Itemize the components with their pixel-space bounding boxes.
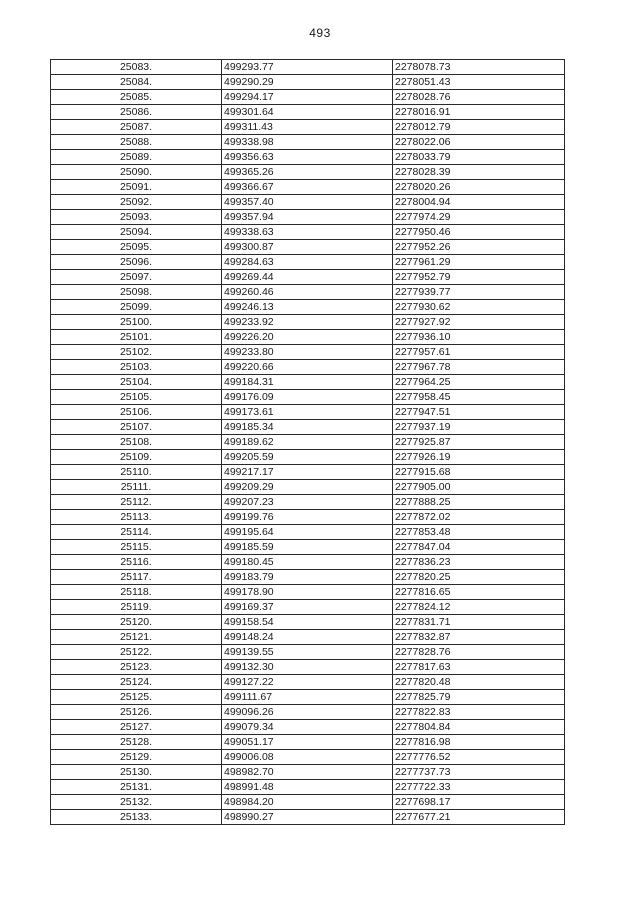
x-coordinate-cell: 499300.87 <box>222 240 393 255</box>
table-row <box>51 660 565 675</box>
y-coordinate-cell: 2277967.78 <box>393 360 565 375</box>
point-number-cell: 25091. <box>51 180 222 195</box>
x-coordinate-cell: 498990.27 <box>222 810 393 825</box>
x-coordinate-cell: 499294.17 <box>222 90 393 105</box>
x-coordinate-cell: 499176.09 <box>222 390 393 405</box>
point-number-cell: 25110. <box>51 465 222 480</box>
point-number-cell: 25102. <box>51 345 222 360</box>
table-row <box>51 525 565 540</box>
x-coordinate-cell: 499139.55 <box>222 645 393 660</box>
point-number-cell: 25088. <box>51 135 222 150</box>
table-row <box>51 120 565 135</box>
x-coordinate-cell: 499180.45 <box>222 555 393 570</box>
table-row <box>51 615 565 630</box>
table-row <box>51 90 565 105</box>
point-number-cell: 25132. <box>51 795 222 810</box>
point-number-cell: 25120. <box>51 615 222 630</box>
x-coordinate-cell: 499260.46 <box>222 285 393 300</box>
y-coordinate-cell: 2278033.79 <box>393 150 565 165</box>
x-coordinate-cell: 499079.34 <box>222 720 393 735</box>
point-number-cell: 25111. <box>51 480 222 495</box>
x-coordinate-cell: 499148.24 <box>222 630 393 645</box>
table-row <box>51 150 565 165</box>
table-row <box>51 420 565 435</box>
y-coordinate-cell: 2278004.94 <box>393 195 565 210</box>
y-coordinate-cell: 2277961.29 <box>393 255 565 270</box>
point-number-cell: 25128. <box>51 735 222 750</box>
table-row <box>51 180 565 195</box>
table-row <box>51 195 565 210</box>
y-coordinate-cell: 2277831.71 <box>393 615 565 630</box>
x-coordinate-cell: 499185.34 <box>222 420 393 435</box>
table-row <box>51 555 565 570</box>
point-number-cell: 25086. <box>51 105 222 120</box>
x-coordinate-cell: 499226.20 <box>222 330 393 345</box>
point-number-cell: 25131. <box>51 780 222 795</box>
point-number-cell: 25090. <box>51 165 222 180</box>
x-coordinate-cell: 499311.43 <box>222 120 393 135</box>
y-coordinate-cell: 2278028.39 <box>393 165 565 180</box>
table-row <box>51 450 565 465</box>
point-number-cell: 25093. <box>51 210 222 225</box>
table-row <box>51 270 565 285</box>
table-row <box>51 720 565 735</box>
x-coordinate-cell: 498984.20 <box>222 795 393 810</box>
table-row <box>51 495 565 510</box>
y-coordinate-cell: 2277677.21 <box>393 810 565 825</box>
table-row <box>51 465 565 480</box>
y-coordinate-cell: 2277776.52 <box>393 750 565 765</box>
y-coordinate-cell: 2277905.00 <box>393 480 565 495</box>
table-row <box>51 540 565 555</box>
table-row <box>51 570 565 585</box>
y-coordinate-cell: 2278078.73 <box>393 60 565 75</box>
point-number-cell: 25125. <box>51 690 222 705</box>
point-number-cell: 25108. <box>51 435 222 450</box>
table-row <box>51 255 565 270</box>
point-number-cell: 25130. <box>51 765 222 780</box>
point-number-cell: 25127. <box>51 720 222 735</box>
y-coordinate-cell: 2277964.25 <box>393 375 565 390</box>
point-number-cell: 25100. <box>51 315 222 330</box>
table-row <box>51 405 565 420</box>
y-coordinate-cell: 2277853.48 <box>393 525 565 540</box>
y-coordinate-cell: 2277925.87 <box>393 435 565 450</box>
table-row <box>51 705 565 720</box>
y-coordinate-cell: 2277952.26 <box>393 240 565 255</box>
table-row <box>51 225 565 240</box>
table-row <box>51 810 565 825</box>
point-number-cell: 25084. <box>51 75 222 90</box>
point-number-cell: 25129. <box>51 750 222 765</box>
point-number-cell: 25122. <box>51 645 222 660</box>
x-coordinate-cell: 499209.29 <box>222 480 393 495</box>
y-coordinate-cell: 2277824.12 <box>393 600 565 615</box>
y-coordinate-cell: 2277822.83 <box>393 705 565 720</box>
y-coordinate-cell: 2277937.19 <box>393 420 565 435</box>
point-number-cell: 25096. <box>51 255 222 270</box>
x-coordinate-cell: 499199.76 <box>222 510 393 525</box>
table-row <box>51 780 565 795</box>
x-coordinate-cell: 499207.23 <box>222 495 393 510</box>
point-number-cell: 25101. <box>51 330 222 345</box>
y-coordinate-cell: 2277820.48 <box>393 675 565 690</box>
table-row <box>51 510 565 525</box>
y-coordinate-cell: 2277825.79 <box>393 690 565 705</box>
y-coordinate-cell: 2277915.68 <box>393 465 565 480</box>
x-coordinate-cell: 498982.70 <box>222 765 393 780</box>
point-number-cell: 25117. <box>51 570 222 585</box>
coordinates-table <box>50 59 565 825</box>
y-coordinate-cell: 2277936.10 <box>393 330 565 345</box>
table-row <box>51 675 565 690</box>
table-row <box>51 750 565 765</box>
x-coordinate-cell: 499183.79 <box>222 570 393 585</box>
table-row <box>51 285 565 300</box>
table-row <box>51 330 565 345</box>
point-number-cell: 25105. <box>51 390 222 405</box>
point-number-cell: 25107. <box>51 420 222 435</box>
table-row <box>51 765 565 780</box>
x-coordinate-cell: 499366.67 <box>222 180 393 195</box>
y-coordinate-cell: 2277816.98 <box>393 735 565 750</box>
table-row <box>51 135 565 150</box>
table-row <box>51 630 565 645</box>
x-coordinate-cell: 498991.48 <box>222 780 393 795</box>
point-number-cell: 25116. <box>51 555 222 570</box>
table-row <box>51 60 565 75</box>
x-coordinate-cell: 499269.44 <box>222 270 393 285</box>
point-number-cell: 25123. <box>51 660 222 675</box>
point-number-cell: 25095. <box>51 240 222 255</box>
table-row <box>51 645 565 660</box>
x-coordinate-cell: 499220.66 <box>222 360 393 375</box>
y-coordinate-cell: 2277847.04 <box>393 540 565 555</box>
point-number-cell: 25126. <box>51 705 222 720</box>
table-row <box>51 795 565 810</box>
point-number-cell: 25087. <box>51 120 222 135</box>
table-row <box>51 75 565 90</box>
x-coordinate-cell: 499246.13 <box>222 300 393 315</box>
x-coordinate-cell: 499051.17 <box>222 735 393 750</box>
table-row <box>51 240 565 255</box>
table-row <box>51 585 565 600</box>
y-coordinate-cell: 2277828.76 <box>393 645 565 660</box>
y-coordinate-cell: 2277737.73 <box>393 765 565 780</box>
x-coordinate-cell: 499127.22 <box>222 675 393 690</box>
x-coordinate-cell: 499357.94 <box>222 210 393 225</box>
point-number-cell: 25103. <box>51 360 222 375</box>
x-coordinate-cell: 499158.54 <box>222 615 393 630</box>
y-coordinate-cell: 2277950.46 <box>393 225 565 240</box>
x-coordinate-cell: 499096.26 <box>222 705 393 720</box>
y-coordinate-cell: 2278012.79 <box>393 120 565 135</box>
y-coordinate-cell: 2277817.63 <box>393 660 565 675</box>
point-number-cell: 25109. <box>51 450 222 465</box>
x-coordinate-cell: 499290.29 <box>222 75 393 90</box>
y-coordinate-cell: 2277820.25 <box>393 570 565 585</box>
y-coordinate-cell: 2278022.06 <box>393 135 565 150</box>
point-number-cell: 25098. <box>51 285 222 300</box>
y-coordinate-cell: 2277952.79 <box>393 270 565 285</box>
table-row <box>51 105 565 120</box>
table-row <box>51 375 565 390</box>
y-coordinate-cell: 2277804.84 <box>393 720 565 735</box>
table-row <box>51 690 565 705</box>
x-coordinate-cell: 499301.64 <box>222 105 393 120</box>
y-coordinate-cell: 2277698.17 <box>393 795 565 810</box>
y-coordinate-cell: 2277927.92 <box>393 315 565 330</box>
y-coordinate-cell: 2277816.65 <box>393 585 565 600</box>
x-coordinate-cell: 499233.92 <box>222 315 393 330</box>
table-row <box>51 390 565 405</box>
point-number-cell: 25089. <box>51 150 222 165</box>
y-coordinate-cell: 2277957.61 <box>393 345 565 360</box>
x-coordinate-cell: 499178.90 <box>222 585 393 600</box>
point-number-cell: 25119. <box>51 600 222 615</box>
x-coordinate-cell: 499284.63 <box>222 255 393 270</box>
y-coordinate-cell: 2278020.26 <box>393 180 565 195</box>
y-coordinate-cell: 2277722.33 <box>393 780 565 795</box>
point-number-cell: 25114. <box>51 525 222 540</box>
point-number-cell: 25118. <box>51 585 222 600</box>
table-row <box>51 210 565 225</box>
table-row <box>51 435 565 450</box>
y-coordinate-cell: 2277974.29 <box>393 210 565 225</box>
y-coordinate-cell: 2277939.77 <box>393 285 565 300</box>
point-number-cell: 25106. <box>51 405 222 420</box>
x-coordinate-cell: 499205.59 <box>222 450 393 465</box>
x-coordinate-cell: 499111.67 <box>222 690 393 705</box>
point-number-cell: 25097. <box>51 270 222 285</box>
x-coordinate-cell: 499233.80 <box>222 345 393 360</box>
x-coordinate-cell: 499169.37 <box>222 600 393 615</box>
coordinates-table-body <box>51 60 565 825</box>
x-coordinate-cell: 499185.59 <box>222 540 393 555</box>
point-number-cell: 25124. <box>51 675 222 690</box>
table-row <box>51 360 565 375</box>
y-coordinate-cell: 2278051.43 <box>393 75 565 90</box>
point-number-cell: 25133. <box>51 810 222 825</box>
y-coordinate-cell: 2277832.87 <box>393 630 565 645</box>
x-coordinate-cell: 499132.30 <box>222 660 393 675</box>
point-number-cell: 25094. <box>51 225 222 240</box>
point-number-cell: 25085. <box>51 90 222 105</box>
x-coordinate-cell: 499006.08 <box>222 750 393 765</box>
table-row <box>51 300 565 315</box>
y-coordinate-cell: 2277958.45 <box>393 390 565 405</box>
point-number-cell: 25083. <box>51 60 222 75</box>
x-coordinate-cell: 499365.26 <box>222 165 393 180</box>
x-coordinate-cell: 499338.63 <box>222 225 393 240</box>
y-coordinate-cell: 2278028.76 <box>393 90 565 105</box>
y-coordinate-cell: 2277926.19 <box>393 450 565 465</box>
point-number-cell: 25121. <box>51 630 222 645</box>
x-coordinate-cell: 499195.64 <box>222 525 393 540</box>
point-number-cell: 25113. <box>51 510 222 525</box>
table-row <box>51 315 565 330</box>
x-coordinate-cell: 499173.61 <box>222 405 393 420</box>
point-number-cell: 25092. <box>51 195 222 210</box>
table-row <box>51 480 565 495</box>
x-coordinate-cell: 499338.98 <box>222 135 393 150</box>
y-coordinate-cell: 2277872.02 <box>393 510 565 525</box>
table-row <box>51 735 565 750</box>
y-coordinate-cell: 2277836.23 <box>393 555 565 570</box>
x-coordinate-cell: 499293.77 <box>222 60 393 75</box>
y-coordinate-cell: 2277888.25 <box>393 495 565 510</box>
page-number: 493 <box>309 26 331 40</box>
x-coordinate-cell: 499217.17 <box>222 465 393 480</box>
x-coordinate-cell: 499356.63 <box>222 150 393 165</box>
point-number-cell: 25112. <box>51 495 222 510</box>
x-coordinate-cell: 499189.62 <box>222 435 393 450</box>
point-number-cell: 25104. <box>51 375 222 390</box>
point-number-cell: 25115. <box>51 540 222 555</box>
x-coordinate-cell: 499357.40 <box>222 195 393 210</box>
x-coordinate-cell: 499184.31 <box>222 375 393 390</box>
y-coordinate-cell: 2277930.62 <box>393 300 565 315</box>
table-row <box>51 345 565 360</box>
y-coordinate-cell: 2277947.51 <box>393 405 565 420</box>
table-row <box>51 600 565 615</box>
y-coordinate-cell: 2278016.91 <box>393 105 565 120</box>
point-number-cell: 25099. <box>51 300 222 315</box>
table-row <box>51 165 565 180</box>
